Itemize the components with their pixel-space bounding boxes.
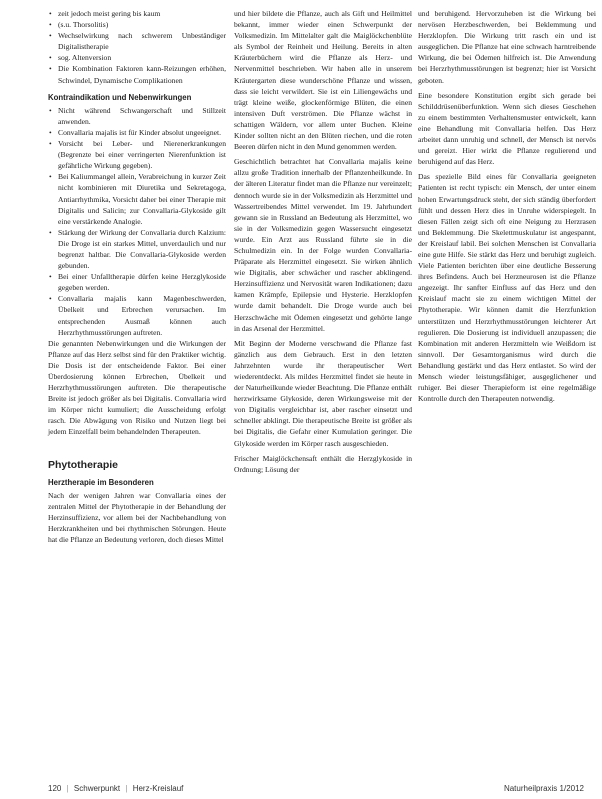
page-footer [0, 779, 602, 793]
list-item: • Bei Kaliummangel allein, Verabreichung in kurzer Zeit nicht kombinieren mit Diuretika und Sekretagoga, Antiarrhythmika, Vorsicht daher bei einer Therapie mit Digitalis und Salicin; zur Convallaria-Glykoside gilt eine verstärkende Analogie. [58, 171, 226, 226]
page-number: 120 [48, 784, 62, 793]
list-item: • Vorsicht bei Leber- und Nierenerkrankungen (Begrenzte bei einer verringerten Nierenfunktion ist gefährliche Wirkung gegeben). [58, 138, 226, 171]
heading-herztherapie: Herztherapie im Besonderen [48, 477, 154, 487]
top-bullet-list [48, 8, 226, 86]
footer-journal: Naturheilpraxis 1/2012 [503, 784, 584, 793]
separator: | [66, 784, 69, 793]
list-item: • Bei einer Unfalltherapie dürfen keine Herzglykoside gegeben werden. [58, 271, 226, 293]
paragraph: Frischer Maiglöckchensaft enthält die Herzglykoside in Ordnung; Lösung der [234, 453, 412, 474]
paragraph: Geschichtlich betrachtet hat Convallaria majalis keine allzu große Tradition innerhalb der Pflanzenheilkunde. In der älteren Literatur findet man die Pflanze nur vereinzelt; dennoch wurde sie in der Volksmedizin als Herzmittel und Wassertreibendes Mittel verwendet. Im 19. Jahrhundert gewann sie in Russland an Bedeutung als Herzmittel, wo sie in der Volksmedizin gegen Wassersucht eingesetzt wurde. Ein Arzt aus Russland führte sie in die Schulmedizin ein. In der Folge wurden Convallaria-Präparate als Herzmittel eingesetzt. Sie wirken ähnlich wie Digitalis, aber schwächer und rascher abklingend. Herzinsuffizienz und Nervosität waren Indikationen; dazu kamen Krämpfe, Epilepsie und Hysterie. Herzklopfen wurde damit behandelt. Die Droge wurde auch bei Herzschwäche mit Ödemen eingesetzt und gehörte lange in das Arsenal der Herzmittel. [234, 157, 412, 333]
column-1 [48, 8, 226, 549]
paragraph: und hier bildete die Pflanze, auch als Gift und Heilmittel bekannt, immer wieder einen Schwerpunkt der Volksmedizin. Im Mittelalter galt die Maiglöckchenblüte als Symbol der Reinheit und Heilung. Bereits in alten Kräuterbüchern wird die Pflanze als Herz- und Nervenmittel beschrieben. Wir haben alle in unserem Kräutergarten diese wunderschöne Pflanze und wissen, dass sie leicht verwildert. Sie ist ein Liliengewächs und trägt kleine weiße, glockenförmige Blüten, die einen intensiven Duft verströmen. Die Pflanze wächst in schattigen Wäldern, vor allem unter Buchen. Kleine Kinder sollten nicht an den Blüten riechen, und die roten Beeren dürfen nicht in den Mund genommen werden. [234, 9, 412, 152]
list-item: • Wechselwirkung nach schwerem Unbeständiger Digitalistherapie [58, 30, 226, 52]
list-item: • Convallaria majalis ist für Kinder absolut ungeeignet. [58, 127, 226, 138]
paragraph: Nach der wenigen Jahren war Convallaria eines der zentralen Mittel der Phytotherapie in der Behandlung der Herzinsuffizienz, vor allem bei der Nachbehandlung von Herzkrankheiten und bei rhythmischen Störungen. Heute hat die Pflanze an Bedeutung verloren, doch dieses Mittel [48, 490, 226, 545]
list-item: • Stärkung der Wirkung der Convallaria durch Kalzium: Die Droge ist ein starkes Mittel, unverdaulich und nur begrenzt haltbar. Die Convallaria-Glykoside werden gebunden. [58, 227, 226, 271]
column-3 [418, 8, 596, 408]
list-item: • Die Kombination Faktoren kann-Reizungen erhöhen, Schwindel, Dynamische Complikationen [58, 63, 226, 85]
list-item: • (s.u. Thorsolitis) [58, 19, 226, 30]
list-item: • zeit jedoch meist gering bis kaum [58, 8, 226, 19]
footer-left [48, 784, 183, 793]
heading-contraindications: Kontraindikation und Nebenwirkungen [48, 92, 192, 102]
paragraph: Mit Beginn der Moderne verschwand die Pflanze fast gänzlich aus dem Gebrauch. Erst in den letzten Jahrzehnten wurde ihr therapeutischer Wert wiederentdeckt. Als mildes Herzmittel findet sie heute in der Naturheilkunde wieder Beachtung. Die Pflanze enthält herzwirksame Glykoside, deren Wirkungsweise mit der von Digitalis vergleichbar ist, aber rascher einsetzt und schneller abklingt. Die therapeutische Breite ist größer als bei Digitalis, die Gefahr einer Kumulation geringer. Die Glykoside werden im Körper rasch ausgeschieden. [234, 338, 412, 448]
column-2 [234, 8, 412, 479]
paragraph: Eine besondere Konstitution ergibt sich gerade bei Schilddrüsenüberfunktion. Wenn sich dieses Geschehen zu einem bestimmten Verhaltensmuster entwickelt, kann eine Behandlung mit Convallaria helfen. Das Herz arbeitet dann unruhig und schnell, der Mensch ist nervös und gereizt. Hier wirkt die Pflanze regulierend und beruhigend auf das Herz. [418, 90, 596, 167]
footer-section: Schwerpunkt [73, 784, 121, 793]
section-title-phytotherapie: Phytotherapie [48, 458, 119, 471]
list-item: • Convallaria majalis kann Magenbeschwerden, Übelkeit und Erbrechen verursachen. Im entsprechenden Ausmaß können auch Herzrhythmusstörungen auftreten. [58, 293, 226, 337]
paragraph: Das spezielle Bild eines für Convallaria geeigneten Patienten ist recht typisch: ein Mensch, der unter einem hohen Erwartungsdruck steht, der sich ständig überfordert fühlt und dessen Herz dies in Unruhe widerspiegelt. In diesen Fällen zeigt sich oft eine Neigung zu Herzrasen und Beklemmung. Die Skelettmuskulatur ist angespannt, der Kreislauf labil. Bei solchen Menschen ist Convallaria eine gute Hilfe. Sie stärkt das Herz und beruhigt zugleich. Viele Patienten berichten über eine deutliche Besserung ihres Befindens. Auch bei Herzneurosen ist die Pflanze angezeigt. Ihr sanfter Einfluss auf das Herz und den Kreislauf macht sie zu einem wichtigen Mittel der Phytotherapie. Wir können damit die Herzfunktion unterstützen und Herzrhythmusstörungen leichterer Art regulieren. Die Dosierung ist individuell anzupassen; die Kombination mit anderen Herzmitteln wie Weißdorn ist sinnvoll. Der Gesamtorganismus wird durch die Behandlung gestärkt und das Herz entlastet. So wird der Mensch wieder leistungsfähiger, ausgeglichener und ruhiger. Bei dieser Therapieform ist eine regelmäßige Kontrolle durch den Therapeuten notwendig. [418, 172, 596, 404]
separator: | [125, 784, 128, 793]
paragraph: und beruhigend. Hervorzuheben ist die Wirkung bei nervösen Herzbeschwerden, bei Beklemmung und Herzklopfen. Die Wirkung tritt rasch ein und ist ausgeglichen. Die Pflanze hat eine schwach harntreibende Wirkung, die bei Ödemen hilfreich ist. Die Anwendung bei Herzrhythmusstörungen ist begrenzt; hier ist Vorsicht geboten. [418, 9, 596, 85]
contraindication-list [48, 105, 226, 338]
paragraph: Die genannten Nebenwirkungen und die Wirkungen der Pflanze auf das Herz selbst sind für den Praktiker wichtig. Die Dosis ist der entscheidende Faktor. Bei einer Überdosierung können Erbrechen, Übelkeit und Herzrhythmusstörungen auftreten. Die therapeutische Breite ist jedoch größer als bei Digitalis. Convallaria wird im Körper nicht kumuliert; die Ausscheidung erfolgt rasch. Die Abwägung von Risiko und Nutzen liegt bei jedem Einzelfall beim behandelnden Therapeuten. [48, 338, 226, 437]
list-item: • sog. Altenversion [58, 52, 226, 63]
footer-topic: Herz-Kreislauf [132, 784, 184, 793]
list-item: • Nicht während Schwangerschaft und Stillzeit anwenden. [58, 105, 226, 127]
